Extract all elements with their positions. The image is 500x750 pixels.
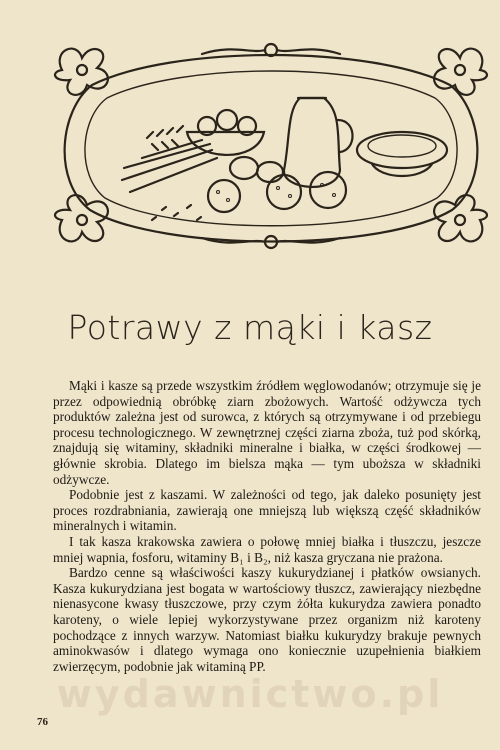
watermark: wydawnictwo.pl: [56, 672, 444, 716]
decorative-food-illustration: [52, 40, 490, 252]
paragraph: I tak kasza krakowska zawiera o połowę mniej białka i tłuszczu, jeszcze mniej wapnia, fosforu, witaminy B₁ i B₂, niż kasza gryczana nie prażona.: [53, 533, 481, 565]
paragraph: Mąki i kasze są przede wszystkim źródłem węglowodanów; otrzymuje się je przez odpowiednią obróbkę ziarn zbożowych. Wartość odżywcza tych produktów zależna jest od surowca, z których są otrzymywane i od przebiegu procesu technologicznego. W zewnętrznej części ziarna zboża, tuż pod skórką, znajdują się witaminy, składniki mineralne i białka, w części środkowej — głównie skrobia. Dlatego im bielsza mąka — tym uboższa w składniki odżywcze.: [53, 378, 481, 487]
paragraph: Bardzo cenne są właściwości kaszy kukurydzianej i płatków owsianych. Kasza kukurydziana jest bogata w wartościowy tłuszcz, zawierający niezbędne nienasycone kwasy tłuszczowe, przy czym żółta kukurydza zawiera ponadto karoteny, o wiele lepiej wykorzystywane przez organizm niż karoteny pochodzące z innych warzyw. Natomiast białku kukurydzy brakuje pewnych aminokwasów i dlatego wymaga ono koniecznie uzupełnienia białkiem zwierzęcym, podobnie jak witaminą PP.: [53, 565, 481, 674]
body-text: [53, 378, 481, 674]
page-number: 76: [37, 716, 48, 728]
chapter-title: Potrawy z mąki i kasz: [67, 308, 433, 347]
paragraph: Podobnie jest z kaszami. W zależności od tego, jak daleko posunięty jest proces rozdrabniania, zawierają one mniejszą lub większą część składników mineralnych i witamin.: [53, 487, 481, 534]
